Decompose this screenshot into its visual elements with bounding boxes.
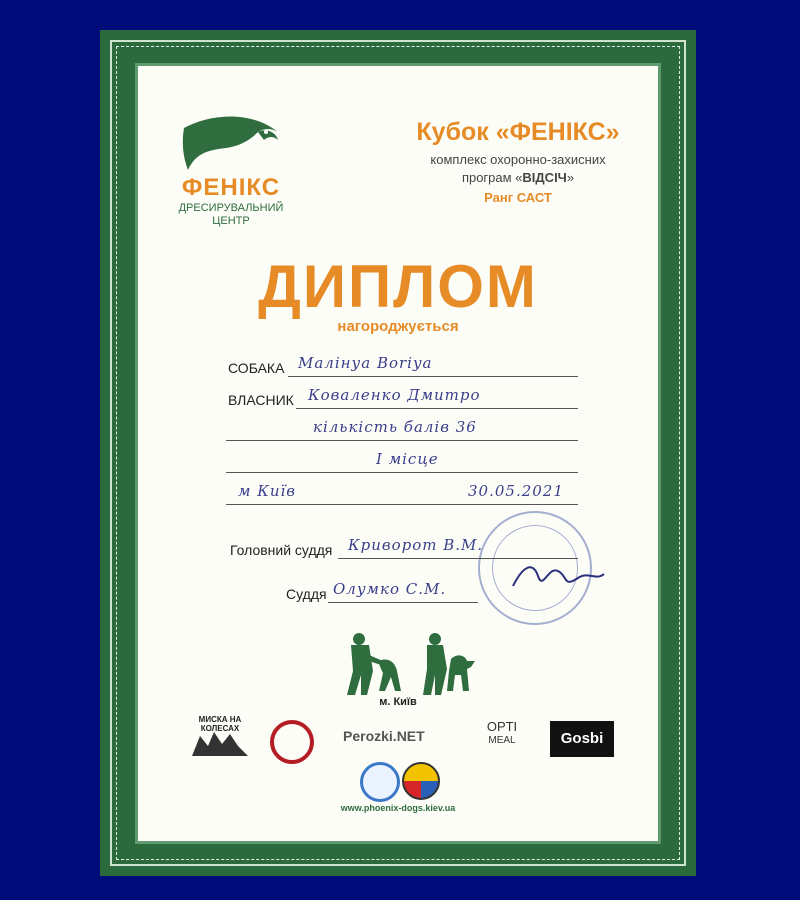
date-value: 30.05.2021 (468, 482, 564, 500)
logo-name: ФЕНІКС (181, 174, 281, 201)
place-value: І місце (376, 450, 439, 468)
owner-line (296, 408, 578, 409)
diploma-title: ДИПЛОМ (258, 253, 538, 320)
sponsor-perozki: Perozki.NET (343, 728, 425, 744)
sponsor-gosbi: Gosbi (550, 721, 614, 757)
sponsor-miska-label: МИСКА НА КОЛЕСАХ (198, 715, 242, 733)
sponsor-blue-circle-icon (360, 762, 400, 802)
chief-judge-label: Головний суддя (230, 542, 333, 558)
sponsor-multicolor-circle-icon (402, 762, 440, 800)
city-value: м Київ (238, 482, 297, 500)
dog-line (288, 376, 578, 377)
sponsor-miska-icon (190, 726, 250, 758)
dog-value: Малінуа Вoriya (298, 354, 433, 372)
cup-title: Кубок «ФЕНІКС» (416, 118, 620, 146)
judge-line (328, 602, 478, 603)
cup-line-1: комплекс охоронно-захисних (430, 152, 606, 167)
place-line (226, 472, 578, 473)
cup-line-2: програм «ВІДСІЧ» (461, 170, 575, 185)
judge-label: Суддя (286, 586, 327, 602)
logo-block (176, 174, 286, 228)
owner-value: Коваленко Дмитро (308, 386, 481, 404)
signature-icon (508, 556, 608, 596)
points-value: кількість балів 36 (313, 418, 477, 436)
judge-value: Олумко С.М. (333, 580, 447, 598)
website-link[interactable]: www.phoenix-dogs.kiev.ua (340, 803, 456, 813)
footer-city: м. Київ (379, 696, 417, 708)
logo-subtitle-2: ЦЕНТР (212, 215, 250, 227)
points-line (226, 440, 578, 441)
dog-label: СОБАКА (228, 360, 285, 376)
sponsor-opti-meal: OPTI MEAL (486, 719, 518, 746)
owner-label: ВЛАСНИК (228, 392, 294, 408)
logo-subtitle-1: ДРЕСИРУВАЛЬНИЙ (178, 202, 284, 214)
phoenix-bird-icon (180, 106, 284, 174)
awarded-label: нагороджується (337, 318, 459, 335)
dog-training-silhouette-icon (343, 631, 483, 696)
city-date-line (226, 504, 578, 505)
sponsor-red-circle-icon (270, 720, 314, 764)
diploma-paper (138, 66, 658, 841)
rank-label: Ранг САСТ (484, 190, 552, 205)
chief-judge-value: Криворот В.М. (348, 536, 484, 554)
